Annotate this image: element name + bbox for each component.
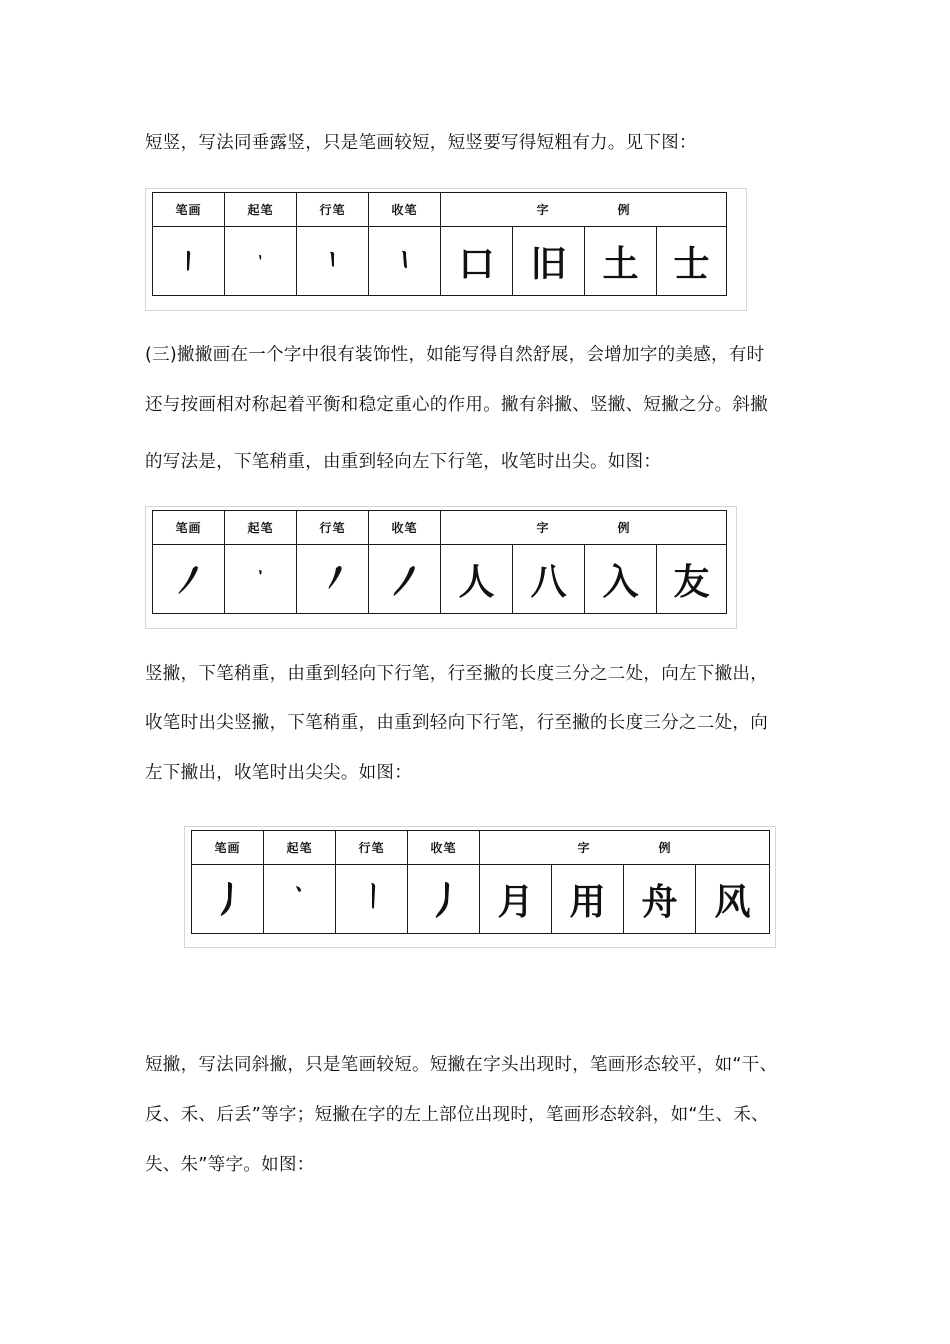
stroke-start-illustration (264, 865, 336, 934)
example-char: 舟 (624, 865, 696, 934)
example-char: 旧 (513, 227, 585, 296)
example-char: 口 (441, 227, 513, 296)
header-move: 行笔 (297, 193, 369, 227)
example-char: 月 (480, 865, 552, 934)
paragraph-vertical-pie-line-1: 竖撇，下笔稍重，由重到轻向下行笔，行至撇的长度三分之二处，向左下撇出， (145, 664, 768, 684)
example-char: 人 (441, 545, 513, 614)
stroke-start-illustration (225, 227, 297, 296)
example-char: 风 (696, 865, 770, 934)
stroke-finish-illustration (369, 227, 441, 296)
header-finish: 收笔 (369, 193, 441, 227)
stroke-illustration (153, 227, 225, 296)
example-char: 友 (657, 545, 727, 614)
paragraph-short-vertical: 短竖，写法同垂露竖，只是笔画较短，短竖要写得短粗有力。见下图： (145, 133, 697, 153)
paragraph-pie-intro-line-2: 还与按画相对称起着平衡和稳定重心的作用。撇有斜撇、竖撇、短撇之分。斜撇 (145, 395, 768, 415)
example-char: 土 (585, 227, 657, 296)
stroke-move-illustration (336, 865, 408, 934)
paragraph-short-pie-line-1: 短撇，写法同斜撇，只是笔画较短。短撇在字头出现时，笔画形态较平，如“干、 (145, 1055, 778, 1075)
stroke-move-illustration (297, 545, 369, 614)
header-examples: 字 例 (441, 511, 727, 545)
header-stroke: 笔画 (192, 831, 264, 865)
stroke-finish-illustration (408, 865, 480, 934)
paragraph-pie-intro-line-1: (三)撇撇画在一个字中很有装饰性，如能写得自然舒展，会增加字的美感，有时 (145, 345, 765, 365)
paragraph-short-pie-line-3: 失、朱”等字。如图： (145, 1155, 315, 1175)
stroke-table-vertical-pie (184, 826, 776, 948)
example-char: 入 (585, 545, 657, 614)
stroke-finish-illustration (369, 545, 441, 614)
header-examples: 字 例 (480, 831, 770, 865)
example-char: 士 (657, 227, 727, 296)
stroke-table-short-vertical (145, 188, 747, 311)
paragraph-pie-intro-line-3: 的写法是，下笔稍重，由重到轻向左下行笔，收笔时出尖。如图： (145, 452, 662, 472)
header-start: 起笔 (225, 193, 297, 227)
header-stroke: 笔画 (153, 511, 225, 545)
stroke-illustration (192, 865, 264, 934)
paragraph-short-pie-line-2: 反、禾、后丢”等字；短撇在字的左上部位出现时，笔画形态较斜，如“生、禾、 (145, 1105, 769, 1125)
header-stroke: 笔画 (153, 193, 225, 227)
stroke-table-slanted-pie (145, 506, 737, 629)
stroke-move-illustration (297, 227, 369, 296)
header-examples: 字 例 (441, 193, 727, 227)
header-finish: 收笔 (369, 511, 441, 545)
header-start: 起笔 (264, 831, 336, 865)
stroke-illustration (153, 545, 225, 614)
paragraph-vertical-pie-line-3: 左下撇出，收笔时出尖尖。如图： (145, 763, 412, 783)
example-char: 八 (513, 545, 585, 614)
header-move: 行笔 (336, 831, 408, 865)
header-start: 起笔 (225, 511, 297, 545)
header-move: 行笔 (297, 511, 369, 545)
stroke-start-illustration (225, 545, 297, 614)
header-finish: 收笔 (408, 831, 480, 865)
paragraph-vertical-pie-line-2: 收笔时出尖竖撇，下笔稍重，由重到轻向下行笔，行至撇的长度三分之二处，向 (145, 713, 768, 733)
example-char: 用 (552, 865, 624, 934)
